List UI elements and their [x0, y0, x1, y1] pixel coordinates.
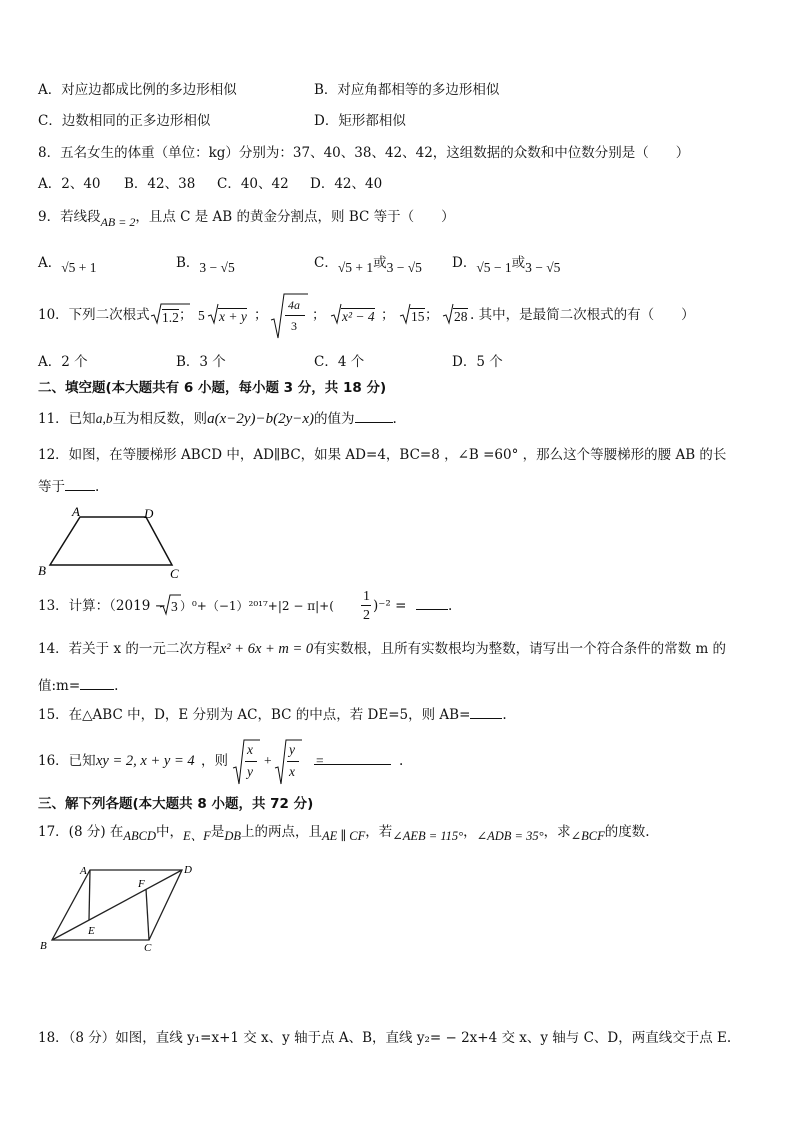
q10-radical-3: 4a 3: [270, 294, 310, 340]
q11-stem: 11．已知a,b互为相反数，则a(x−2y)−b(2y−x)的值为 .: [38, 411, 397, 427]
section-2-heading: 二、填空题(本大题共有 6 小题，每小题 3 分，共 18 分): [38, 380, 387, 396]
q17-parallelogram-figure: [34, 860, 204, 956]
q16-mid: ，则: [201, 753, 228, 769]
q9-c-expr2: 3 − √5: [386, 260, 422, 275]
q12-label-b: B: [38, 563, 46, 578]
q18-stem: 18．（8 分）如图，直线 y₁=x+1 交 x、y 轴于点 A、B，直线 y₂= − 2x+4 交 x、y 轴与 C、D，两直线交于点 E.: [38, 1030, 732, 1046]
q7-option-b: B．对应角都相等的多边形相似: [314, 82, 500, 98]
q17-t6: ，求: [543, 824, 571, 840]
q12-line2-text: 等于: [38, 479, 65, 495]
q17-label-b: B: [40, 940, 47, 952]
q17-label-a: A: [80, 865, 87, 877]
q9-option-d: [452, 255, 561, 275]
q7-option-d: D．矩形都相似: [314, 113, 406, 129]
q17-ang1: ∠AEB = 115°: [392, 829, 464, 843]
section-3-heading: 三、解下列各题(本大题共 8 小题，共 72 分): [38, 796, 314, 812]
q17-ang2: ∠ADB = 35°: [476, 829, 544, 843]
q17-label-f: F: [138, 878, 145, 890]
q9-prefix: 9．若线段: [38, 209, 101, 225]
q17-t5: ，: [463, 824, 477, 840]
q9-d-or: 或: [511, 255, 526, 271]
q16-prefix: 16．已知: [38, 753, 96, 769]
q17-pre: 17．(8 分) 在: [38, 824, 124, 840]
q17-t1: 中，: [156, 824, 184, 840]
q13-fraction: 1 2: [363, 589, 370, 623]
q11-answer-blank[interactable]: [355, 422, 393, 423]
q13-prefix: 13．计算：（2019 −: [38, 598, 166, 614]
q10-option-a: A．2 个: [38, 354, 88, 370]
q12-label-c: C: [170, 566, 179, 581]
q10-r2-coef: 5: [198, 308, 205, 323]
q9-ab-expr: AB = 2: [100, 215, 136, 229]
q10-sep-2: ；: [254, 307, 268, 323]
q12-label-a: A: [72, 504, 80, 519]
q14-line2: 值:m= .: [38, 678, 119, 694]
q14-equation: x² + 6x + m = 0: [219, 641, 314, 657]
q9-a-label: A．: [38, 255, 62, 271]
q17-shape: ABCD: [123, 829, 157, 843]
q14-line1-post: 有实数根，且所有实数根均为整数，请写出一个符合条件的常数 m 的: [313, 641, 727, 657]
q9-b-expr: 3 − √5: [199, 260, 235, 275]
q14-line2-text: 值:m=: [38, 678, 81, 694]
q17-label-e: E: [88, 925, 95, 937]
q7-option-a: A．对应边都成比例的多边形相似: [38, 82, 237, 98]
q13-answer-blank[interactable]: [416, 609, 448, 610]
q12-line2: 等于 .: [38, 479, 100, 495]
q17-stem: [38, 824, 650, 843]
q14-line1-pre: 14．若关于 x 的一元二次方程: [38, 641, 220, 657]
q8-option-c: C．40、42: [217, 176, 289, 192]
q12-trapezoid-figure: [36, 505, 186, 585]
q17-ang3: ∠BCF: [570, 829, 605, 843]
q16-plus: +: [264, 753, 272, 768]
q8-option-d: D．42、40: [310, 176, 383, 192]
q11-prefix: 11．已知: [38, 411, 96, 427]
q16-condition: xy = 2, x + y = 4: [96, 753, 195, 769]
q15-stem: 15．在△ABC 中，D，E 分别为 AC，BC 的中点，若 DE=5，则 AB= .: [38, 707, 507, 723]
q17-t3: 上的两点，且: [240, 824, 322, 840]
q16-equals: =: [316, 753, 324, 768]
q10-sep-4: ；: [381, 307, 395, 323]
q11-vars: a,b: [95, 411, 113, 426]
q9-option-b: [176, 255, 235, 275]
q10-sep-5: ；: [425, 307, 439, 323]
q9-c-or: 或: [373, 255, 387, 271]
q16-radical-1: x y: [232, 740, 264, 786]
q11-expr: a(x−2y)−b(2y−x): [207, 411, 315, 427]
q9-option-c: [314, 255, 422, 275]
q17-par: AE ∥ CF: [321, 829, 366, 843]
q10-sep-3: ；: [312, 307, 326, 323]
q17-t4: ，若: [365, 824, 393, 840]
q11-suffix: 的值为: [314, 411, 355, 427]
q17-label-c: C: [144, 942, 152, 954]
q10-option-d: D．5 个: [452, 354, 503, 370]
q12-answer-blank[interactable]: [65, 490, 95, 491]
q9-c-label: C．: [314, 255, 338, 271]
q9-stem: [38, 209, 455, 229]
q17-label-d: D: [184, 864, 192, 876]
q9-d-expr1: √5 − 1: [476, 260, 512, 275]
q15-answer-blank[interactable]: [470, 718, 502, 719]
q9-option-a: [38, 255, 97, 275]
q10-prefix: 10．下列二次根式: [38, 307, 150, 323]
q12-label-d: D: [144, 506, 154, 521]
q8-option-b: B．42、38: [124, 176, 196, 192]
q9-c-expr1: √5 + 1: [337, 260, 374, 275]
q17-db: DB: [224, 829, 241, 843]
q17-t2: 是: [210, 824, 225, 840]
q7-option-c: C．边数相同的正多边形相似: [38, 113, 211, 129]
q10-sep-1: ；: [179, 307, 193, 323]
q8-stem: 8．五名女生的体重（单位：kg）分别为：37、40、38、42、42，这组数据的众数和中位数分别是（ ）: [38, 145, 690, 161]
q14-answer-blank[interactable]: [80, 689, 114, 690]
q10-option-b: B．3 个: [176, 354, 226, 370]
q9-d-expr2: 3 − √5: [525, 260, 561, 275]
q14-line1: [38, 642, 726, 657]
q9-d-label: D．: [452, 255, 477, 271]
q17-ef: E、F: [183, 829, 211, 843]
q8-option-a: A．2、40: [38, 176, 101, 192]
q9-b-label: B．: [176, 255, 200, 271]
q16-radical-2: y x: [274, 740, 306, 786]
q10-option-c: C．4 个: [314, 354, 365, 370]
q13-exp: )⁻² =: [373, 598, 407, 614]
q11-mid: 互为相反数，则: [112, 411, 208, 427]
q9-suffix: ，且点 C 是 AB 的黄金分割点，则 BC 等于（ ）: [135, 209, 455, 225]
q16-answer-blank[interactable]: [314, 764, 391, 765]
q15-text: 15．在△ABC 中，D，E 分别为 AC，BC 的中点，若 DE=5，则 AB=: [38, 707, 471, 723]
q12-line1: 12．如图，在等腰梯形 ABCD 中，AD∥BC，如果 AD=4，BC=8 ，∠B =60° ，那么这个等腰梯形的腰 AB 的长: [38, 447, 727, 463]
q9-a-expr: √5 + 1: [61, 260, 97, 275]
q10-suffix: . 其中，是最简二次根式的有（ ）: [470, 307, 695, 323]
q17-t7: 的度数.: [604, 824, 650, 840]
q13-mid: ）⁰+（−1）²⁰¹⁷+|2 − π|+(: [180, 599, 334, 613]
